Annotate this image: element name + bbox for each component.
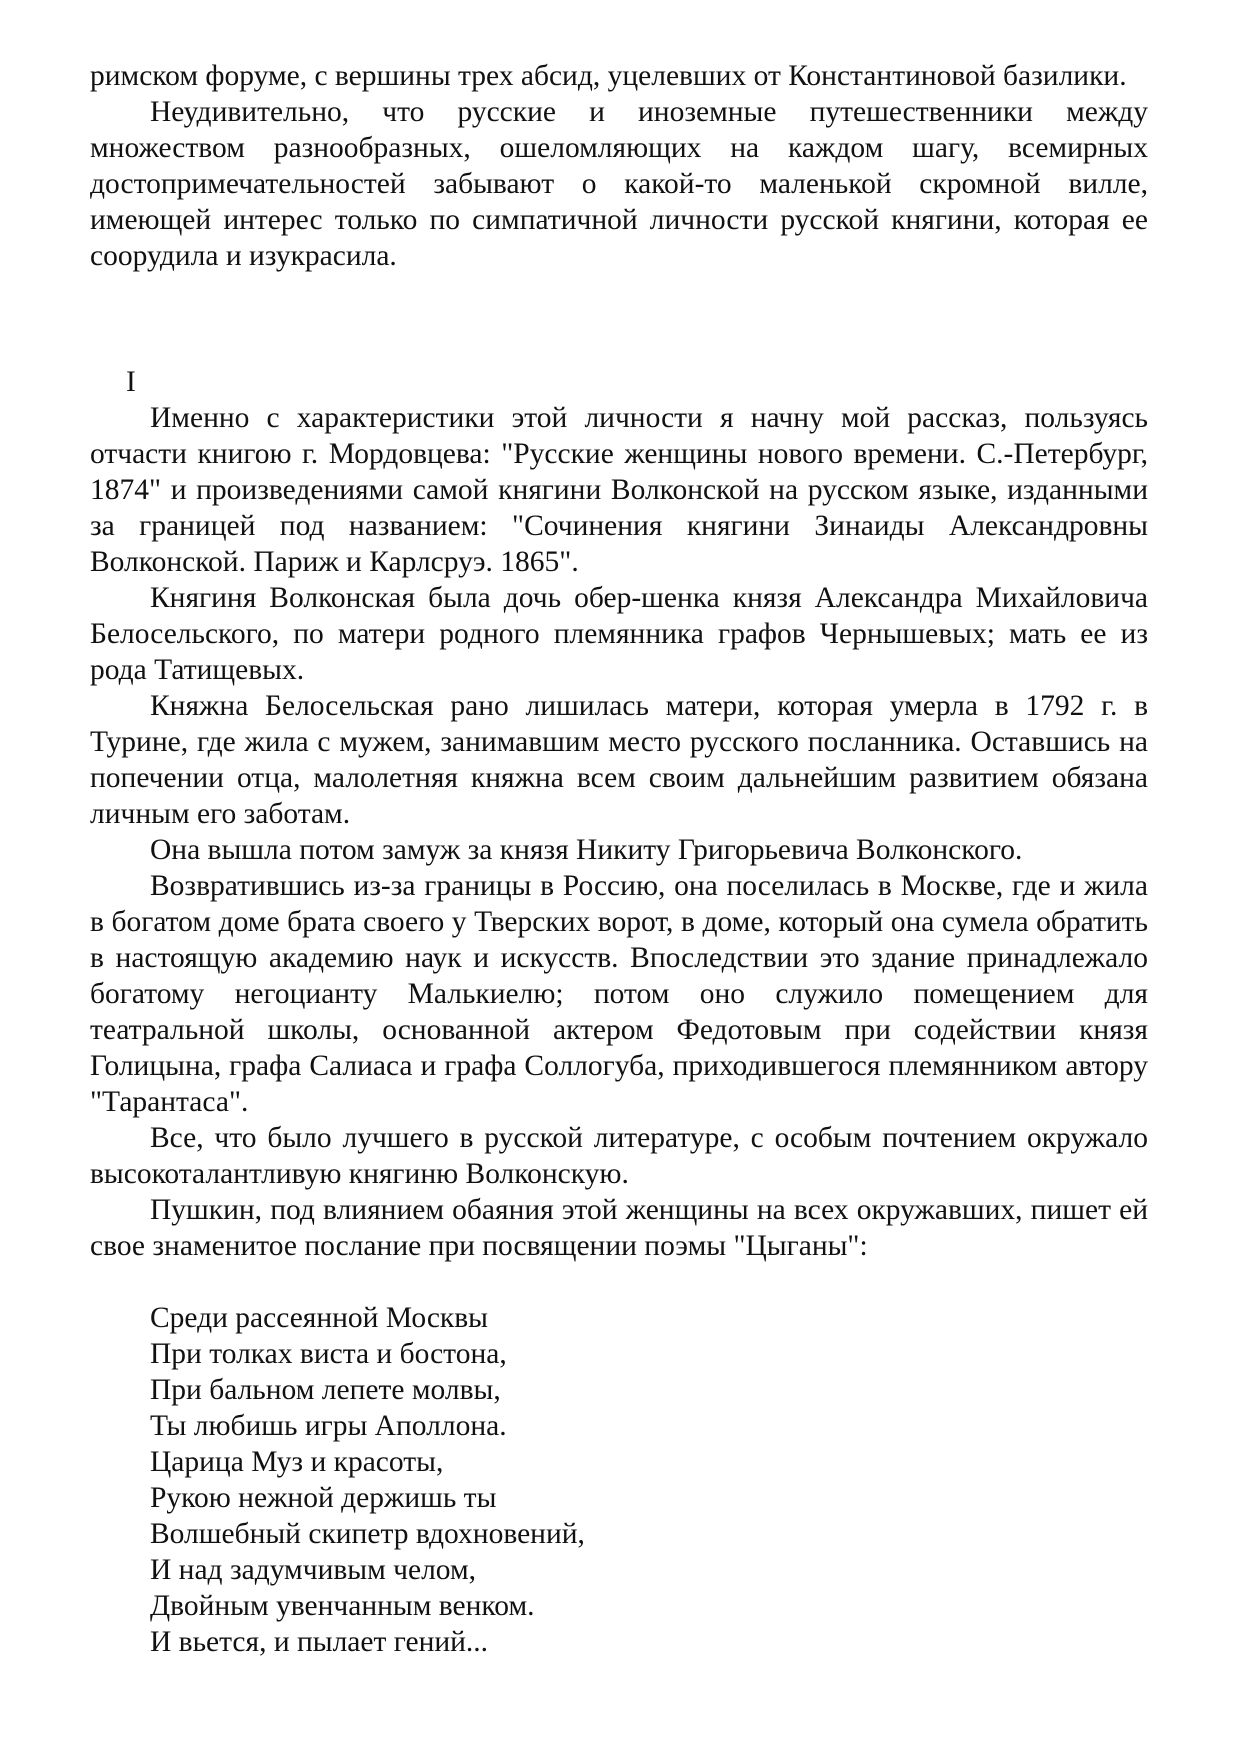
section-spacer [90,274,1148,364]
paragraph: Неудивительно, что русские и иноземные путешественники между множеством разнообразных, ошеломляющих на каждом шагу, всемирных достопримечательностей забывают о какой-то маленькой скромной вилле, имеющей интерес только по симпатичной личности русской княгини, которая ее соорудила и изукрасила. [90,96,1148,272]
paragraph: Княгиня Волконская была дочь обер-шенка князя Александра Михайловича Белосельского, по матери родного племянника графов Чернышевых; мать ее из рода Татищевых. [90,582,1148,686]
paragraph: Именно с характеристики этой личности я начну мой рассказ, пользуясь отчасти книгою г. Мордовцева: "Русские женщины нового времени. С.-Петербург, 1874" и произведениями самой княгини Волконской на русском языке, изданными за границей под названием: "Сочинения княгини Зинаиды Александровны Волконской. Париж и Карлсруэ. 1865". [90,402,1148,578]
poem-line: При толках виста и бостона, [150,1338,507,1370]
poem-line: Волшебный скипетр вдохновений, [150,1518,585,1550]
paragraph-continuation: римском форуме, с вершины трех абсид, уцелевших от Константиновой базилики. [90,60,1127,92]
paragraph: Она вышла потом замуж за князя Никиту Григорьевича Волконского. [150,834,1023,866]
poem-line: И вьется, и пылает гений... [150,1626,489,1658]
poem [90,1300,1148,1660]
poem-line: Рукою нежной держишь ты [150,1482,497,1514]
poem-spacer [90,1264,1148,1300]
document-page [90,58,1148,1660]
poem-line: При бальном лепете молвы, [150,1374,501,1406]
paragraph: Княжна Белосельская рано лишилась матери, которая умерла в 1792 г. в Турине, где жила с мужем, занимавшим место русского посланника. Оставшись на попечении отца, малолетняя княжна всем своим дальнейшим развитием обязана личным его заботам. [90,690,1148,830]
poem-line: И над задумчивым челом, [150,1554,477,1586]
paragraph: Все, что было лучшего в русской литературе, с особым почтением окружало высокоталантливую княгиню Волконскую. [90,1122,1148,1190]
poem-line: Среди рассеянной Москвы [150,1302,488,1334]
paragraph: Пушкин, под влиянием обаяния этой женщины на всех окружавших, пишет ей свое знаменитое послание при посвящении поэмы "Цыганы": [90,1194,1148,1262]
poem-line: Царица Муз и красоты, [150,1446,444,1478]
poem-line: Ты любишь игры Аполлона. [150,1410,507,1442]
paragraph: Возвратившись из-за границы в Россию, она поселилась в Москве, где и жила в богатом доме брата своего у Тверских ворот, в доме, который она сумела обратить в настоящую академию наук и искусств. Впоследствии это здание принадлежало богатому негоцианту Малькиелю; потом оно служило помещением для театральной школы, основанной актером Федотовым при содействии князя Голицына, графа Салиаса и графа Соллогуба, приходившегося племянником автору "Тарантаса". [90,870,1148,1118]
section-heading: I [126,366,136,398]
poem-line: Двойным увенчанным венком. [150,1590,535,1622]
